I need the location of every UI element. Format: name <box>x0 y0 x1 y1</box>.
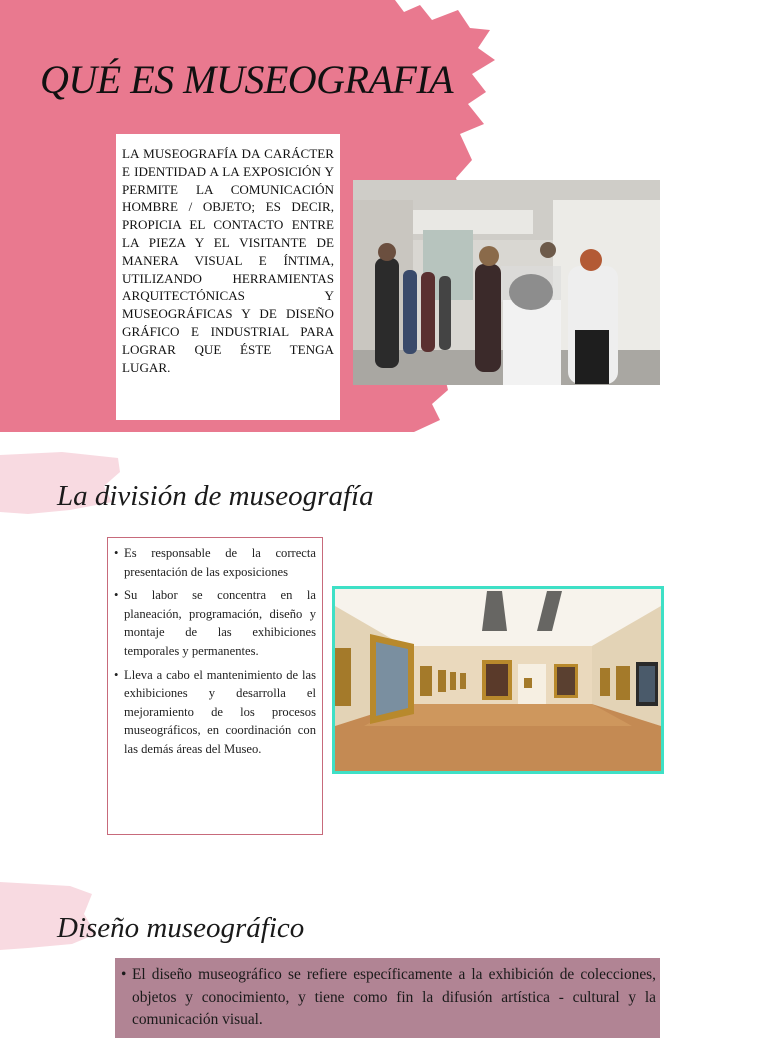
bullet-icon: • <box>114 667 119 682</box>
division-title: La división de museografía <box>57 480 374 512</box>
list-item: • Es responsable de la correcta presentación de las exposiciones <box>114 546 316 579</box>
gallery-hall-photo <box>332 586 664 774</box>
division-bullet-list <box>114 544 316 759</box>
bullet-icon: • <box>114 588 119 603</box>
list-item: • El diseño museográfico se refiere específicamente a la exhibición de colecciones, objetos y conocimiento, y tiene como fin la difusión artística - cultural y la comunicación visual. <box>121 966 656 1028</box>
page-title: QUÉ ES MUSEOGRAFIA <box>40 57 454 102</box>
intro-text-box <box>116 134 340 420</box>
design-title: Diseño museográfico <box>57 912 305 944</box>
museum-visitors-photo <box>353 180 660 385</box>
division-bullets-box <box>107 537 323 835</box>
bullet-icon: • <box>114 546 119 560</box>
design-bullet-list <box>121 964 656 1032</box>
intro-paragraph: LA MUSEOGRAFÍA DA CARÁCTER E IDENTIDAD A LA EXPOSICIÓN Y PERMITE LA COMUNICACIÓN HOMBRE / OBJETO; ES DECIR, PROPICIA EL CONTACTO ENTRE LA PIEZA Y EL VISITANTE DE MANERA VISUAL E ÍNTIMA, UTILIZANDO HERRAMIENTAS ARQUITECTÓNICAS Y MUSEOGRÁFICAS Y DE DISEÑO GRÁFICO E INDUSTRIAL PARA LOGRAR QUE ÉSTE TENGA LUGAR. <box>122 146 334 375</box>
list-item: • Su labor se concentra en la planeación, programación, diseño y montaje de las exhibiciones temporales y permanentes. <box>114 588 316 658</box>
design-text-box <box>115 958 660 1038</box>
bullet-icon: • <box>121 966 127 983</box>
list-item: • Lleva a cabo el mantenimiento de las exhibiciones y desarrolla el mejoramiento de los procesos museográficos, en coordinación con las demás áreas del Museo. <box>114 667 316 756</box>
